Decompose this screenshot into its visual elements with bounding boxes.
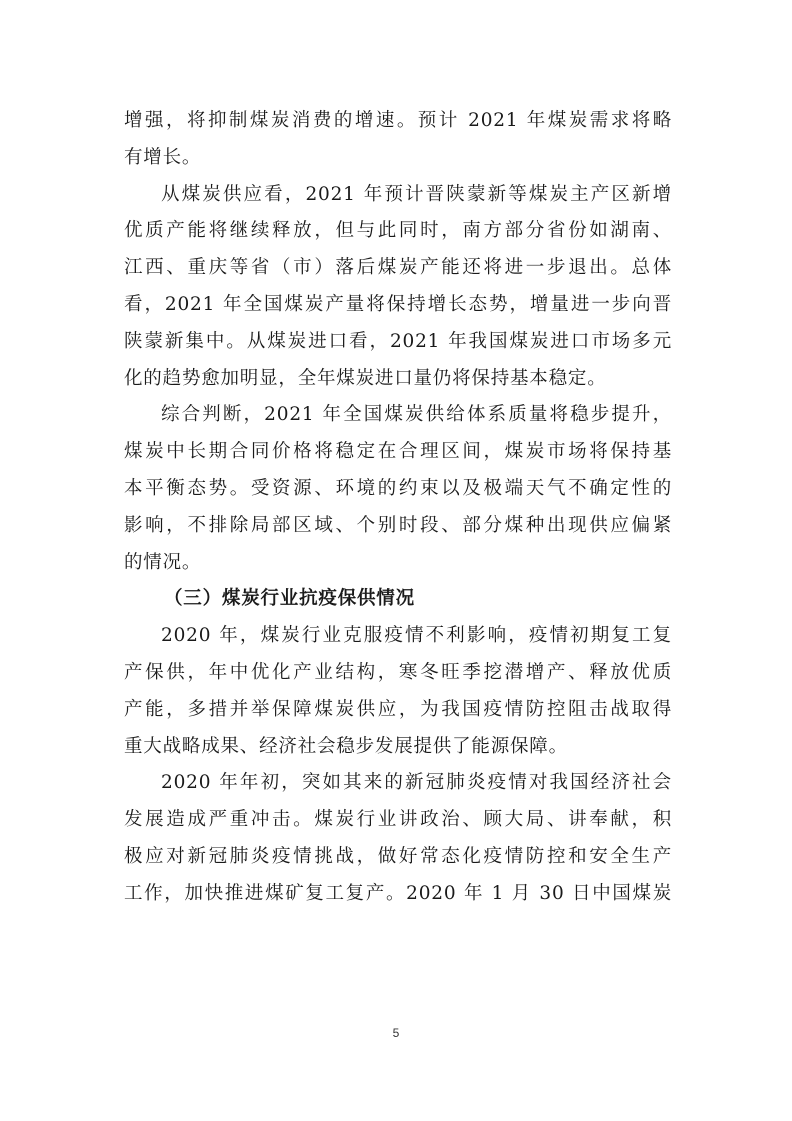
text-line: 重大战略成果、经济社会稳步发展提供了能源保障。 xyxy=(124,735,568,757)
text-line: 有增长。 xyxy=(124,146,202,168)
text-line: 优质产能将继续释放，但与此同时，南方部分省份如湖南、 xyxy=(124,220,672,242)
section-heading: （三）煤炭行业抗疫保供情况 xyxy=(164,588,415,610)
text-line: 2020 年年初，突如其来的新冠肺炎疫情对我国经济社会 xyxy=(161,772,672,794)
text-line: 2020 年，煤炭行业克服疫情不利影响，疫情初期复工复 xyxy=(161,625,672,647)
text-line: 陕蒙新集中。从煤炭进口看，2021 年我国煤炭进口市场多元 xyxy=(124,330,672,352)
text-line: 极应对新冠肺炎疫情挑战，做好常态化疫情防控和安全生产 xyxy=(124,845,672,867)
body-text xyxy=(124,103,672,913)
text-line: 影响，不排除局部区域、个别时段、部分煤种出现供应偏紧 xyxy=(124,514,672,536)
text-line: 发展造成严重冲击。煤炭行业讲政治、顾大局、讲奉献，积 xyxy=(124,809,672,831)
page-number: 5 xyxy=(392,1026,400,1040)
text-line: 江西、重庆等省（市）落后煤炭产能还将进一步退出。总体 xyxy=(124,257,672,279)
text-line: 增强，将抑制煤炭消费的增速。预计 2021 年煤炭需求将略 xyxy=(124,110,672,131)
text-line: 综合判断，2021 年全国煤炭供给体系质量将稳步提升， xyxy=(161,404,672,426)
text-line: 产保供，年中优化产业结构，寒冬旺季挖潜增产、释放优质 xyxy=(124,661,672,683)
text-line: 本平衡态势。受资源、环境的约束以及极端天气不确定性的 xyxy=(124,477,672,499)
text-line: 看，2021 年全国煤炭产量将保持增长态势，增量进一步向晋 xyxy=(124,293,672,315)
text-line: 化的趋势愈加明显，全年煤炭进口量仍将保持基本稳定。 xyxy=(124,367,607,389)
text-line: 从煤炭供应看，2021 年预计晋陕蒙新等煤炭主产区新增 xyxy=(161,183,672,205)
text-line: 煤炭中长期合同价格将稳定在合理区间，煤炭市场将保持基 xyxy=(124,441,672,463)
text-line: 工作，加快推进煤矿复工复产。2020 年 1 月 30 日中国煤炭 xyxy=(124,882,672,904)
text-line: 产能，多措并举保障煤炭供应，为我国疫情防控阻击战取得 xyxy=(124,698,672,720)
text-line: 的情况。 xyxy=(124,551,202,573)
